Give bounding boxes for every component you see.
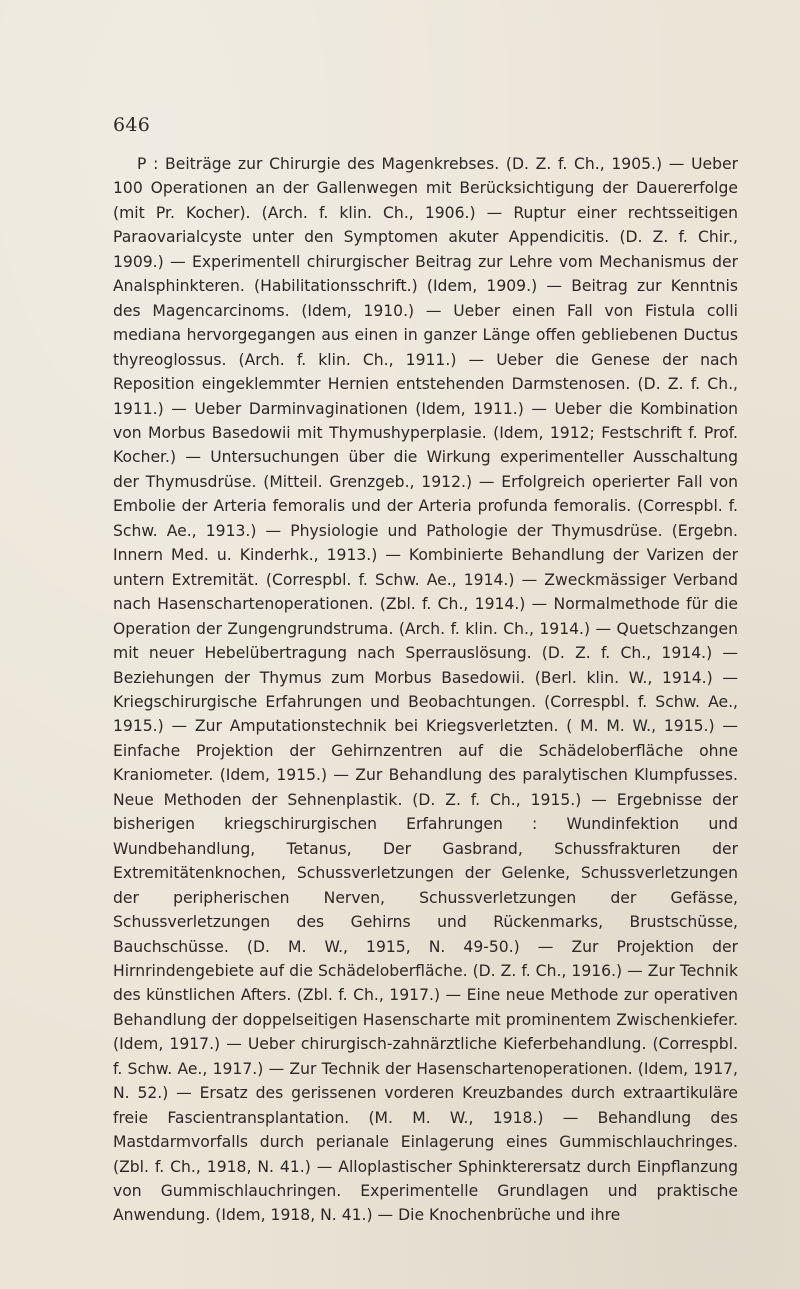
bibliography-paragraph: P : Beiträge zur Chirurgie des Magenkrebses. (D. Z. f. Ch., 1905.) — Ueber 100 Operationen an der Gallenwegen mit Berücksichtigung der Dauererfolge (mit Pr. Kocher). (Arch. f. klin. Ch., 1906.) — Ruptur einer rechtsseitigen Paraovarialcyste unter den Symptomen akuter Appendicitis. (D. Z. f. Chir., 1909.) — Experimentell chirurgischer Beitrag zur Lehre vom Mechanismus der Analsphinkteren. (Habilitationsschrift.) (Idem, 1909.) — Beitrag zur Kenntnis des Magencarcinoms. (Idem, 1910.) — Ueber einen Fall von Fistula colli mediana hervorgegangen aus einen in ganzer Länge offen gebliebenen Ductus thyreoglossus. (Arch. f. klin. Ch., 1911.) — Ueber die Genese der nach Reposition eingeklemmter Hernien entstehenden Darmstenosen. (D. Z. f. Ch., 1911.) — Ueber Darminvaginationen (Idem, 1911.) — Ueber die Kombination von Morbus Basedowii mit Thymushyperplasie. (Idem, 1912; Festschrift f. Prof. Kocher.) — Untersuchungen über die Wirkung experimenteller Ausschaltung der Thymusdrüse. (Mitteil. Grenzgeb., 1912.) — Erfolgreich operierter Fall von Embolie der Arteria femoralis und der Arteria profunda femoralis. (Correspbl. f. Schw. Ae., 1913.) — Physiologie und Pathologie der Thymusdrüse. (Ergebn. Innern Med. u. Kinderhk., 1913.) — Kombinierte Behandlung der Varizen der untern Extremität. (Correspbl. f. Schw. Ae., 1914.) — Zweckmässiger Verband nach Hasenschartenoperationen. (Zbl. f. Ch., 1914.) — Normalmethode für die Operation der Zungengrundstruma. (Arch. f. klin. Ch., 1914.) — Quetschzangen mit neuer Hebelübertragung nach Sperrauslösung. (D. Z. f. Ch., 1914.) — Beziehungen der Thymus zum Morbus Basedowii. (Berl. klin. W., 1914.) — Kriegschirurgische Erfahrungen und Beobachtungen. (Correspbl. f. Schw. Ae., 1915.) — Zur Amputationstechnik bei Kriegsverletzten. ( M. M. W., 1915.) — Einfache Projektion der Gehirnzentren auf die Schädeloberfläche ohne Kraniometer. (Idem, 1915.) — Zur Behandlung des paralytischen Klumpfusses. Neue Methoden der Sehnenplastik. (D. Z. f. Ch., 1915.) — Ergebnisse der bisherigen kriegschirurgischen Erfahrungen : Wundinfektion und Wundbehandlung, Tetanus, Der Gasbrand, Schussfrakturen der Extremitätenknochen, Schussverletzungen der Gelenke, Schussverletzungen der peripherischen Nerven, Schussverletzungen der Gefässe, Schussverletzungen des Gehirns und Rückenmarks, Brustschüsse, Bauchschüsse. (D. M. W., 1915, N. 49-50.) — Zur Projektion der Hirnrindengebiete auf die Schädeloberfläche. (D. Z. f. Ch., 1916.) — Zur Technik des künstlichen Afters. (Zbl. f. Ch., 1917.) — Eine neue Methode zur operativen Behandlung der doppelseitigen Hasenscharte mit prominentem Zwischenkiefer. (Idem, 1917.) — Ueber chirurgisch-zahnärztliche Kieferbehandlung. (Correspbl. f. Schw. Ae., 1917.) — Zur Technik der Hasenschartenoperationen. (Idem, 1917, N. 52.) — Ersatz des gerissenen vorderen Kreuzbandes durch extraartikuläre freie Fascientransplantation. (M. M. W., 1918.) — Behandlung des Mastdarmvorfalls durch perianale Einlagerung eines Gummischlauchringes. (Zbl. f. Ch., 1918, N. 41.) — Alloplastischer Sphinkterersatz durch Einpflanzung von Gummischlauchringen. Experimentelle Grundlagen und praktische Anwendung. (Idem, 1918, N. 41.) — Die Knochenbrüche und ihre: [113, 155, 738, 1225]
page-number: 646: [113, 114, 151, 136]
